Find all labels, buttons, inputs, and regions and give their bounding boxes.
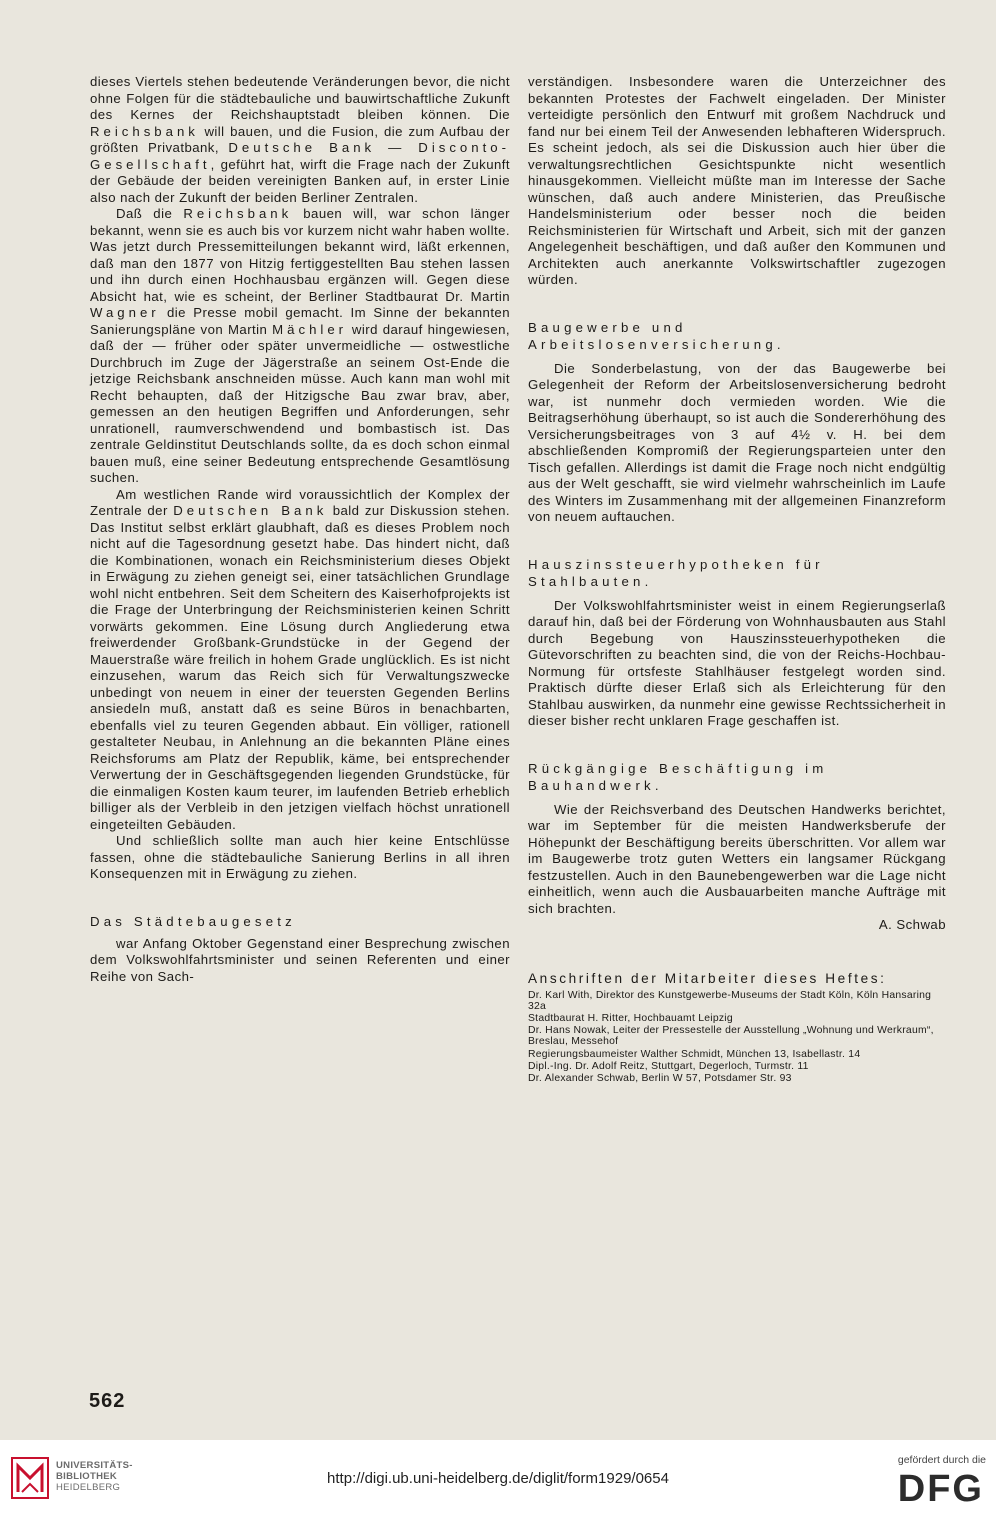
paragraph-conclusion: Und schließlich sollte man auch hier keine Entschlüsse fassen, ohne die städtebauliche Sanierung Berlins in all ihren Konsequenzen mit in Erwägung zu ziehen. — [90, 833, 510, 881]
paragraph-hauszinssteuer: Der Volkswohlfahrtsminister weist in einem Regierungserlaß darauf hin, daß bei der Förderung von Wohnhausbauten aus Stahl durch Begebung von Hauszinssteuerhypotheken die Gütevorschriften zu beachten sind, die von der Reichs-Hochbau-Normung für ortsfeste Stahlhäuser festgelegt worden sind. Praktisch dürfte dieser Erlaß sich als Erleichterung für den Stahlbau auswirken, da nunmehr eine gewisse Rechtssicherheit in dieser bisher recht unklaren Frage geschaffen ist. — [528, 597, 946, 728]
emphasis-wagner: Wagner — [90, 305, 160, 320]
dfg-logo: DFG — [897, 1468, 984, 1510]
funding-label: gefördert durch die — [897, 1454, 986, 1466]
paragraph-baugewerbe: Die Sonderbelastung, von der das Baugewerbe bei Gelegenheit der Reform der Arbeitslosenversicherung bedroht war, ist nunmehr doch vermieden worden. Wie die Beitragserhöhung überhaupt, so ist auch die Sondererhöhung des Versicherungsbeitrages von 3 auf 4½ v. H. bei dem abschließenden Kompromiß der Regierungsparteien unter den Tisch gefallen. Allerdings ist damit die Frage noch nicht endgültig aus der Welt geschafft, sie wird vielmehr wahrscheinlich im Laufe des Winters im Zusammenhang mit der allgemeinen Finanzreform von neuem auftauchen. — [528, 360, 946, 524]
paragraph-deutsche-bank: Am westlichen Rande wird voraussichtlich der Komplex der Zentrale der Deutschen Bank bald zur Diskussion stehen. Das Institut selbst erklärt glaubhaft, daß es dieses Problem noch nicht auf die Tagesordnung gesetzt habe. Das hindert nicht, daß die Kombinationen, wonach ein Reichsministerium dieses Objekt in Erwägung zu ziehen geneigt sei, einer tatsächlichen Grundlage wohl nicht entbehren. Seit dem Scheitern des Kaiserhofprojekts ist die Frage der Unterbringung der Reichsministerien keinen Schritt vorwärts gekommen. Eine Lösung durch Angliederung etwa freiwerdender Großbank-Grundstücke in der Gegend der Mauerstraße wäre freilich in hohem Grade unglücklich. Es ist nicht einzusehen, warum das Reich sich für Verwaltungszwecke unbedingt von neuem in einer der teuersten Gegenden Berlins ansiedeln muß, anstatt daß es seine Büros in benachbarten, ebenfalls viel zu teuren Gegenden abbaut. Ein völliger, rationell gestalteter Neubau, in Anlehnung an die bekannten Pläne eines Reichsforums am Platz der Republik, käme, bei entsprechender Verwertung der in Geschäftsgegenden liegenden Grundstücke, für die einmaligen Kosten kaum teurer, im laufenden Betrieb erheblich billiger als der Verbleib in den jetzigen vielfach höchst unrationell eingeteilten Gebäuden. — [90, 486, 511, 832]
viewer-footer — [0, 1440, 996, 1517]
heading-staedtebaugesetz: Das Städtebaugesetz — [90, 913, 296, 929]
right-column — [528, 74, 946, 1085]
paragraph-staedtebaugesetz: war Anfang Oktober Gegenstand einer Besprechung zwischen dem Volkswohlfahrtsminister und seinen Referenten und einer Reihe von Sach- — [90, 935, 510, 984]
contributor-item: Dipl.-Ing. Dr. Adolf Reitz, Stuttgart, Degerloch, Turmstr. 11 — [528, 1060, 809, 1072]
contributor-item: Regierungsbaumeister Walther Schmidt, München 13, Isabellastr. 14 — [528, 1048, 861, 1060]
contributor-item: Dr. Alexander Schwab, Berlin W 57, Potsdamer Str. 93 — [528, 1072, 792, 1084]
paragraph-experts: verständigen. Insbesondere waren die Unterzeichner des bekannten Protestes der Fachwelt eingeladen. Der Minister verteidigte persönlich den Entwurf mit großem Nachdruck und fand nur bei einem Teil der Anwesenden lebhafteren Widerspruch. Es scheint jedoch, als sei die Diskussion auch hier über die verwaltungsrechtlichen Gesichtspunkte nicht wesentlich hinausgekommen. Vielleicht müßte man im Interesse der Sache wünschen, daß auch andere Ministerien, das Preußische Handelsministerium oder besser noch die beiden Reichsministerien für Wirtschaft und Arbeit, sich mit der ganzen Angelegenheit beschäftigen, und daß außer den Kommunen und Architekten auch anerkannte Volkswirtschaftler zugezogen würden. — [528, 74, 946, 287]
heading-baugewerbe: Baugewerbe und Arbeitslosenversicherung. — [528, 319, 785, 352]
contributor-item: Dr. Karl With, Direktor des Kunstgewerbe-Museums der Stadt Köln, Köln Hansaring 32a — [528, 989, 932, 1012]
contributor-item: Stadtbaurat H. Ritter, Hochbauamt Leipzig — [528, 1012, 733, 1024]
contributors-heading: Anschriften der Mitarbeiter dieses Heftes: — [528, 970, 887, 986]
source-url-link[interactable]: http://digi.ub.uni-heidelberg.de/diglit/form1929/0654 — [327, 1470, 669, 1487]
emphasis-deutsche-bank: Deutsche Bank — Disconto-Gesellschaft — [90, 140, 510, 172]
emphasis-maechler: Mächler — [272, 321, 348, 337]
heading-hauszinssteuer: Hauszinssteuerhypotheken für Stahlbauten. — [528, 556, 824, 589]
paragraph-reichsbank-plans: Daß die Reichsbank bauen will, war schon länger bekannt, wenn sie es auch bis vor kurzem nicht wahr haben wollte. Was jetzt durch Pressemitteilungen bekannt wird, läßt erkennen, daß man den 1877 von Hitzig fertiggestellten Bau stehen lassen und ihn durch einen Hochhausbau ergänzen will. Gegen diese Absicht hat, wie es scheint, der Berliner Stadtbaurat Dr. Martin Wagner die Presse mobil gemacht. Im Sinne der bekannten Sanierungspläne von Martin Mächler wird darauf hingewiesen, daß der — früher oder später unvermeidliche — ostwestliche Durchbruch im Zuge der Jägerstraße an seinem Ost-Ende die jetzige Reichsbank anschneiden müsse. Auch kann man wohl mit Recht behaupten, daß der Hitzigsche Bau zwar brav, aber, gemessen an den heutigen Begriffen und Anforderungen, sehr unrationell, raumverschwendend und bombastisch ist. Das zentrale Geldinstitut Deutschlands sollte, da es doch schon einmal bauen muß, eine seiner Bedeutung entsprechende Gesamtlösung suchen. — [90, 206, 511, 485]
emphasis-deutschen-bank: Deutschen Bank — [173, 503, 328, 518]
university-library-name: UNIVERSITÄTS- BIBLIOTHEK HEIDELBERG — [56, 1460, 133, 1493]
contributor-item: Dr. Hans Nowak, Leiter der Pressestelle der Ausstellung „Wohnung und Werkraum“, Breslau, Messehof — [528, 1025, 934, 1048]
heading-rueckgaengige-beschaeftigung: Rückgängige Beschäftigung im Bauhandwerk. — [528, 760, 828, 793]
paragraph-reichsbank-intro: dieses Viertels stehen bedeutende Veränderungen bevor, die nicht ohne Folgen für die städtebauliche und bauwirtschaftliche Zukunft des Kernes der Reichshauptstadt bleiben können. Die Reichsbank will bauen, und die Fusion, die zum Aufbau der größten Privatbank, Deutsche Bank — Disconto-Gesellschaft, geführt hat, wirft die Frage nach der Zukunft der Gebäude der beiden vereinigten Banken auf, in erster Linie also nach der Zukunft der beiden Berliner Zentralen. — [90, 74, 510, 205]
page-number: 562 — [89, 1390, 126, 1412]
left-column — [90, 74, 510, 985]
emphasis-reichsbank-2: Reichsbank — [183, 206, 293, 221]
emphasis-reichsbank: Reichsbank — [90, 123, 199, 139]
author-signature: A. Schwab — [878, 917, 946, 932]
contributors-list — [528, 990, 946, 1085]
paragraph-handwerk: Wie der Reichsverband des Deutschen Handwerks berichtet, war im September für die meisten Handwerksberufe der Höhepunkt der Beschäftigung bereits überschritten. Vor allem war im Baugewerbe trotz guten Wetters ein langsamer Rückgang festzustellen. Auch in den Baunebengewerben war die Lage nicht einheitlich, wenn auch die Ausbauarbeiten manche Aufträge mit sich brachten. — [528, 801, 946, 916]
